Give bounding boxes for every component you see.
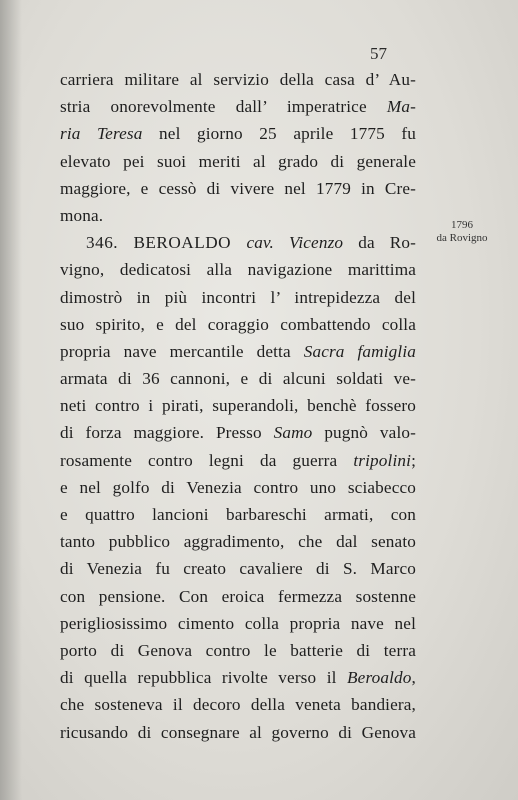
text-segment: suo spirito, e del coraggio combattendo colla <box>60 314 416 334</box>
text-segment: 346. BEROALDO <box>86 233 247 253</box>
text-segment: di Venezia fu creato cavaliere di S. Marco <box>60 559 416 579</box>
text-line <box>60 202 416 229</box>
text-segment: che sosteneva il decoro della veneta bandiera, <box>60 695 416 715</box>
text-line <box>60 583 416 610</box>
text-line <box>60 419 416 446</box>
text-segment: neti contro i pirati, superandoli, benchè fossero <box>60 396 416 416</box>
text-segment: tripolini <box>353 450 412 470</box>
text-segment: elevato pei suoi meriti al grado di generale <box>60 151 416 171</box>
text-segment: vigno, dedicatosi alla navigazione marittima <box>60 260 416 280</box>
text-segment: perigliosissimo cimento colla propria nave nel <box>60 613 416 633</box>
gutter-shadow <box>0 0 22 800</box>
text-segment: di quella repubblica rivolte verso il <box>60 668 348 688</box>
text-segment: Sacra famiglia <box>303 341 416 361</box>
text-segment: Beroaldo <box>347 668 412 688</box>
text-segment: carriera militare al servizio della casa d’ Au- <box>60 70 416 89</box>
text-segment: e quattro lancioni barbareschi armati, con <box>60 505 416 524</box>
text-line <box>60 365 416 392</box>
text-segment: tanto pubblico aggradimento, che dal senato <box>60 532 416 552</box>
text-line <box>60 229 416 256</box>
text-line <box>60 719 416 746</box>
page-number: 57 <box>370 44 387 63</box>
text-segment: , <box>411 668 416 688</box>
text-line <box>60 256 416 283</box>
text-segment: nel giorno 25 aprile 1775 fu <box>142 124 416 144</box>
text-line <box>60 474 416 501</box>
text-line <box>60 637 416 664</box>
text-segment: rosamente contro legni da guerra <box>60 450 354 470</box>
text-segment: dimostrò in più incontri l’ intrepidezza del <box>60 287 416 307</box>
margin-note <box>426 219 498 245</box>
text-segment: Samo <box>273 423 313 443</box>
text-segment: ; <box>411 450 416 470</box>
text-segment: con pensione. Con eroica fermezza sostenne <box>60 586 416 606</box>
text-segment: armata di 36 cannoni, e di alcuni soldati ve- <box>60 369 416 389</box>
text-line <box>60 610 416 637</box>
text-segment: di forza maggiore. Presso <box>60 423 274 443</box>
text-segment: pugnò valo- <box>312 423 416 443</box>
text-segment: propria nave mercantile detta <box>60 341 304 361</box>
margin-note-year: 1796 <box>451 219 473 231</box>
text-segment: stria onorevolmente dall’ imperatrice <box>60 97 387 117</box>
text-segment: mona. <box>60 205 104 225</box>
margin-note-place: da Rovigno <box>436 232 488 244</box>
text-segment: ricusando di consegnare al governo di Genova <box>60 722 416 742</box>
text-segment: porto di Genova contro le batterie di terra <box>60 640 416 660</box>
text-line <box>60 175 416 202</box>
text-line <box>60 555 416 582</box>
text-segment: Ma- <box>386 97 416 117</box>
text-line <box>60 311 416 338</box>
text-line <box>60 338 416 365</box>
text-segment: maggiore, e cessò di vivere nel 1779 in Cre- <box>60 178 416 198</box>
text-line <box>60 66 416 93</box>
text-line <box>60 691 416 718</box>
text-line <box>60 120 416 147</box>
text-line <box>60 93 416 120</box>
text-line <box>60 284 416 311</box>
text-segment: da Ro- <box>343 233 416 253</box>
text-segment: cav. Vicenzo <box>246 233 344 253</box>
text-segment: ria Teresa <box>60 124 143 144</box>
text-segment: e nel golfo di Venezia contro uno sciabecco <box>60 477 416 497</box>
text-line <box>60 528 416 555</box>
text-line <box>60 447 416 474</box>
text-line <box>60 664 416 691</box>
body-text <box>60 66 416 746</box>
text-line <box>60 501 416 528</box>
text-line <box>60 392 416 419</box>
text-line <box>60 148 416 175</box>
